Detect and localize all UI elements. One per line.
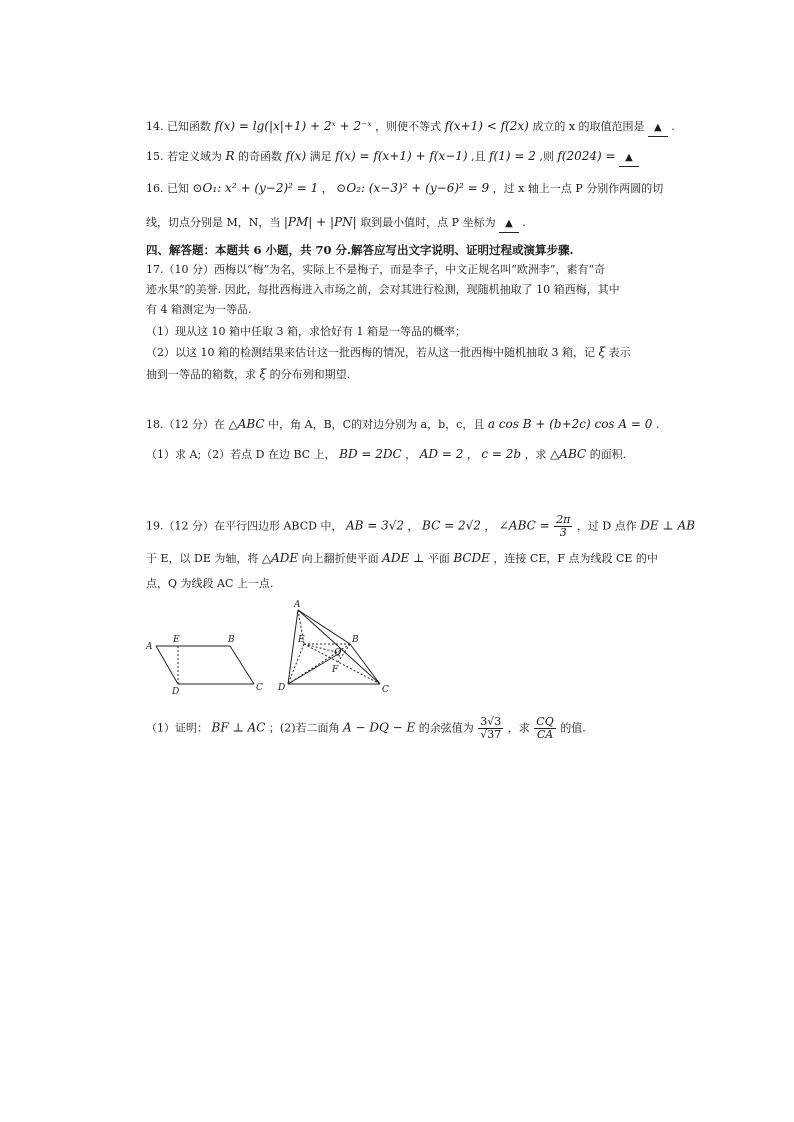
q16-sep: ， <box>321 182 333 195</box>
q17-line1: 17.（10 分）西梅以“梅”为名，实际上不是梅子，而是李子，中文正规名叫“欧洲李”，素有“奇 <box>146 263 606 276</box>
q19-p1c: ；(2)若二面角 <box>268 721 340 735</box>
q18-equation: a cos B + (b+2c) cos A = 0 <box>487 417 653 431</box>
fig1-label-B: B <box>228 635 235 645</box>
q18-p1c: 的面积. <box>589 448 627 461</box>
q18-comma1: ， <box>405 448 417 461</box>
q19-line3: 点，Q 为线段 AC 上一点. <box>146 577 274 590</box>
q18-l1a: 18.（12 分）在 <box>146 418 225 431</box>
q19-comma1: ， <box>407 519 419 533</box>
question-16-line2 <box>146 214 526 233</box>
q18-l1b: 中，角 A，B，C的对边分别为 a，b，c，且 <box>268 418 485 431</box>
q14-prefix: 14. 已知函数 <box>146 120 211 133</box>
q19-l2c: ADE ⊥ <box>382 551 425 565</box>
q14-inequality: f(x+1) < f(2x) <box>444 119 529 133</box>
q15-answer-blank[interactable]: ▲ <box>619 150 639 167</box>
fig1-label-D: D <box>172 687 180 697</box>
fig2-label-A: A <box>294 600 301 610</box>
q19-line2 <box>146 550 658 567</box>
q15-domain: R <box>225 149 235 163</box>
q17-xi: ξ <box>598 345 606 359</box>
q17-p3b: 的分布列和期望. <box>269 368 351 381</box>
q18-triangle: △ABC <box>228 417 265 431</box>
q19-angle-num: 2π <box>556 513 571 526</box>
q19-ab: AB = 3√2 <box>345 518 405 533</box>
q19-angle-fraction <box>554 514 572 539</box>
q16-circle1: ⊙O₁: x² + (y−2)² = 1 <box>192 181 319 195</box>
q19-bc: BC = 2√2 <box>422 518 481 533</box>
q16-suffix: ，过 x 轴上一点 P 分别作两圆的切 <box>492 182 664 195</box>
q19-p1f: 的值. <box>560 721 586 735</box>
q19-dihedral: A − DQ − E <box>343 720 416 735</box>
q19-l2d: 平面 <box>427 552 450 565</box>
q19-l2a: 于 E，以 DE 为轴，将 <box>146 552 259 565</box>
q14-function: f(x) = lg(|x|+1) + 2ˣ + 2⁻ˣ <box>214 119 372 133</box>
fig2-label-B: B <box>352 635 359 645</box>
q17-xi-2: ξ <box>259 367 267 381</box>
q16-line2b: 取到最小值时，点 P 坐标为 <box>360 216 496 229</box>
q19-cos-fraction <box>478 716 503 741</box>
q17-part2-line1 <box>146 344 631 361</box>
q19-p1b: BF ⊥ AC <box>211 720 266 735</box>
q19-parts <box>146 716 586 741</box>
question-15 <box>146 148 639 167</box>
q18-p1: （1）求 A;（2）若点 D 在边 BC 上， <box>146 448 336 461</box>
q15-fx: f(x) <box>285 149 307 163</box>
q18-triangle-2: △ABC <box>550 447 587 461</box>
q19-p1a: （1）证明： <box>146 721 208 735</box>
q19-comma2: ， <box>484 519 496 533</box>
q19-line1 <box>146 514 695 539</box>
q17-part1: （1）现从这 10 箱中任取 3 箱，求恰好有 1 箱是一等品的概率； <box>146 325 466 338</box>
q19-l2f: ，连接 CE，F 点为线段 CE 的中 <box>493 552 658 565</box>
figure-parallelogram <box>140 628 270 698</box>
fig2-label-D: D <box>278 683 286 693</box>
q17-p2b: 表示 <box>608 346 631 359</box>
figure-folded-solid <box>276 598 396 696</box>
q19-triangle: △ADE <box>261 551 299 565</box>
q17-p3a: 抽到一等品的箱数，求 <box>146 368 256 381</box>
q17-line2: 迹水果”的美誉. 因此，每批西梅进入市场之前，会对其进行检测，现随机抽取了 10 箱西梅，其中 <box>146 283 620 296</box>
q15-condition: f(1) = 2 <box>489 149 536 163</box>
q19-ratio-fraction <box>534 716 555 741</box>
fig2-label-C: C <box>382 685 389 695</box>
q17-line3: 有 4 箱测定为一等品. <box>146 303 252 316</box>
q14-end: . <box>671 120 675 133</box>
q18-parts <box>146 446 626 463</box>
q15-mid3: ,且 <box>471 150 486 163</box>
q19-l1a: 19.（12 分）在平行四边形 ABCD 中， <box>146 519 343 533</box>
q16-prefix: 16. 已知 <box>146 182 189 195</box>
fig1-label-E: E <box>173 635 180 645</box>
q18-cond2: AD = 2 <box>419 447 464 461</box>
q18-line1 <box>146 416 659 433</box>
q16-circle2: ⊙O₂: (x−3)² + (y−6)² = 9 <box>336 181 490 195</box>
q19-perp: DE ⊥ AB <box>640 518 696 533</box>
q14-suffix: 成立的 x 的取值范围是 <box>532 120 645 133</box>
q15-mid: 的奇函数 <box>238 150 283 163</box>
q18-p1b: ，求 <box>524 448 547 461</box>
fig2-label-Q: Q <box>334 648 342 658</box>
q16-end: . <box>522 216 526 229</box>
q19-l2b: 向上翻折使平面 <box>301 552 379 565</box>
q19-cos-den: √37 <box>480 728 502 741</box>
q15-mid4: ,则 <box>539 150 554 163</box>
q18-cond3: c = 2b <box>481 447 522 461</box>
q15-ask: f(2024) = <box>557 149 616 163</box>
q19-l2e: BCDE <box>453 551 490 565</box>
q17-p2a: （2）以这 10 箱的检测结果来估计这一批西梅的情况，若从这一批西梅中随机抽取 3 箱，记 <box>146 346 595 359</box>
q15-mid2: 满足 <box>309 150 332 163</box>
q15-equation: f(x) = f(x+1) + f(x−1) <box>335 149 468 163</box>
q19-l1b: ，过 D 点作 <box>576 519 637 533</box>
q19-cos-num: 3√3 <box>480 715 502 728</box>
q15-prefix: 15. 若定义域为 <box>146 150 222 163</box>
q18-end: . <box>655 418 660 431</box>
q16-answer-blank[interactable]: ▲ <box>499 216 519 233</box>
q18-cond1: BD = 2DC <box>339 447 402 461</box>
q19-p1d: 的余弦值为 <box>418 721 474 735</box>
q18-comma2: ， <box>466 448 478 461</box>
q19-p1e: ，求 <box>507 721 530 735</box>
question-14 <box>146 118 675 137</box>
q16-line2a: 线，切点分别是 M，N，当 <box>146 216 281 229</box>
fig1-label-C: C <box>256 683 263 693</box>
question-16-line1 <box>146 180 663 197</box>
fig2-label-F: F <box>332 665 339 675</box>
q19-angle-den: 3 <box>559 526 567 539</box>
q19-ratio-den: CA <box>536 728 554 741</box>
fig2-label-E: E <box>298 635 305 645</box>
q19-ratio-num: CQ <box>536 715 554 728</box>
q14-mid: ，则使不等式 <box>375 120 442 133</box>
q16-expression: |PM| + |PN| <box>283 215 357 229</box>
q17-part2-line2 <box>146 366 350 383</box>
q19-angle-lhs: ∠ABC = <box>498 518 550 533</box>
section-4-heading: 四、解答题：本题共 6 小题，共 70 分.解答应写出文字说明、证明过程或演算步骤. <box>146 243 574 257</box>
q14-answer-blank[interactable]: ▲ <box>648 120 668 137</box>
fig1-label-A: A <box>146 642 153 652</box>
